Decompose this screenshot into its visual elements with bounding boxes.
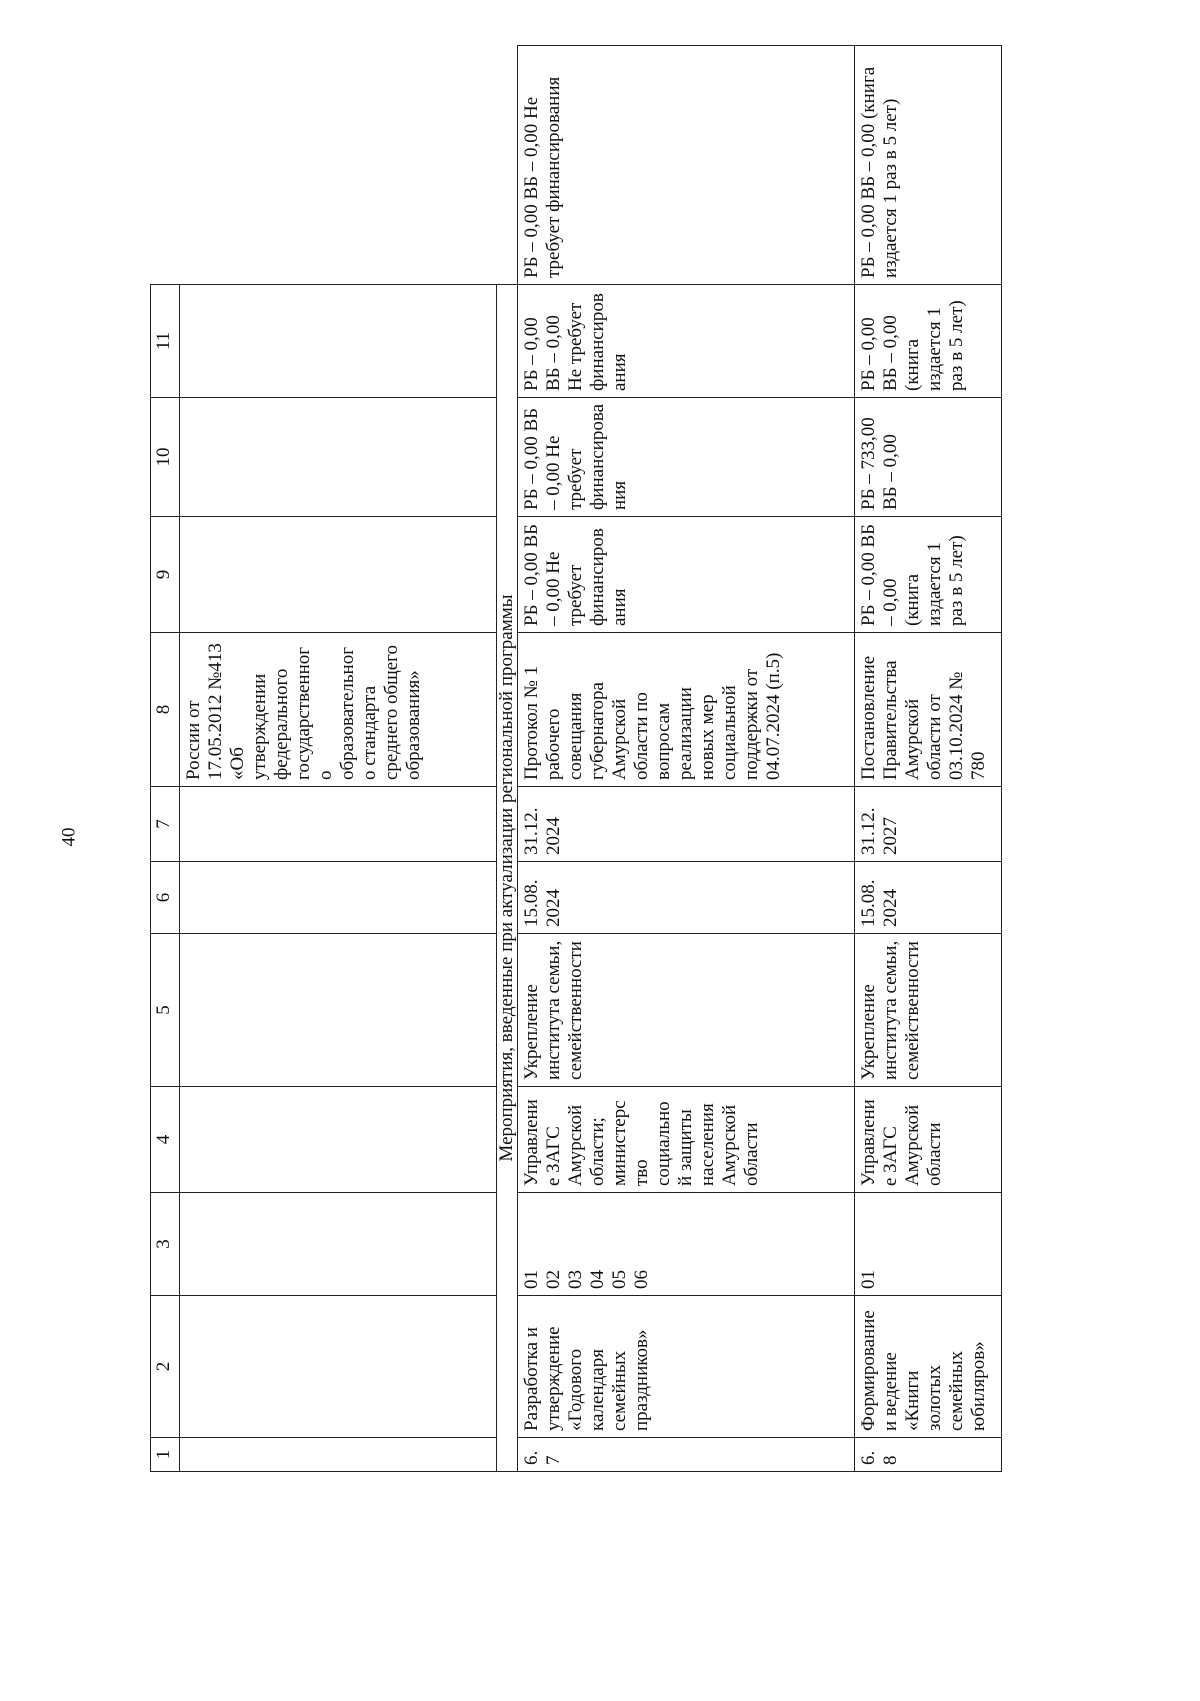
cell-empty: [180, 787, 497, 862]
cell-document-continuation: России от 17.05.2012 №413 «Об утверждении федерального государственного образовательного стандарта среднего общего образования»: [180, 633, 497, 787]
funding-col-11: РБ – 0,00 ВБ – 0,00 (книга издается 1 раз в 5 лет): [855, 46, 1002, 285]
cell-empty: [180, 517, 497, 633]
code: 02: [543, 1270, 564, 1289]
goal: Укрепление института семьи, семейственности: [855, 934, 1002, 1087]
funding-col-10: РБ – 0,00 ВБ – 0,00 (книга издается 1 раз в 5 лет): [855, 285, 1002, 398]
header-col-2: 2: [151, 1296, 180, 1438]
cell-empty: [180, 285, 497, 398]
header-col-3: 3: [151, 1193, 180, 1296]
end-date: 31.12. 2024: [518, 787, 855, 862]
executor: Управление ЗАГС Амурской области: [855, 1087, 1002, 1193]
page-number: 40: [58, 827, 80, 847]
header-col-11: 11: [151, 285, 180, 398]
end-date: 31.12. 2027: [855, 787, 1002, 862]
section-row: [497, 46, 518, 1472]
header-col-7: 7: [151, 787, 180, 862]
codes-cell: [518, 1193, 855, 1296]
table-row: [855, 46, 1002, 1472]
executor: Управление ЗАГС Амурской области; министерство социальной защиты населения Амурской области: [518, 1087, 855, 1193]
table-row-continuation: [180, 46, 497, 1472]
code: 05: [609, 1270, 630, 1289]
code: 04: [587, 1270, 608, 1289]
row-number: 6.8: [855, 1438, 1002, 1472]
header-row: [151, 46, 180, 1472]
basis-document: Протокол № 1 рабочего совещания губернатора Амурской области по вопросам реализации новых мер социальной поддержки от 04.07.2024 (п.5): [518, 633, 855, 787]
table-row: [518, 46, 855, 1472]
funding-col-8: РБ – 0,00 ВБ – 0,00 (книга издается 1 раз в 5 лет): [855, 517, 1002, 633]
funding-col-9: РБ – 733,00 ВБ – 0,00: [855, 398, 1002, 517]
cell-empty: [180, 862, 497, 934]
start-date: 15.08. 2024: [855, 862, 1002, 934]
header-col-5: 5: [151, 934, 180, 1087]
code: 01: [521, 1270, 542, 1289]
measure-name: Разработка и утверждение «Годового календаря семейных праздников»: [518, 1296, 855, 1438]
rotated-table-wrapper: [150, 45, 1050, 1472]
code: 01: [858, 1270, 879, 1289]
cell-empty: [180, 1087, 497, 1193]
row-number: 6.7: [518, 1438, 855, 1472]
basis-document: Постановление Правительства Амурской области от 03.10.2024 № 780: [855, 633, 1002, 787]
start-date: 15.08. 2024: [518, 862, 855, 934]
cell-empty: [180, 1296, 497, 1438]
code: 06: [631, 1270, 652, 1289]
cell-empty: [180, 1193, 497, 1296]
codes-cell: [855, 1193, 1002, 1296]
funding-col-9: РБ – 0,00 ВБ – 0,00 Не требует финансирования: [518, 398, 855, 517]
cell-empty: [180, 1438, 497, 1472]
program-table: [150, 45, 1002, 1472]
cell-empty: [180, 934, 497, 1087]
funding-col-10: РБ – 0,00 ВБ – 0,00 Не требует финансирования: [518, 285, 855, 398]
funding-col-11: РБ – 0,00 ВБ – 0,00 Не требует финансирования: [518, 46, 855, 285]
header-col-8: 8: [151, 633, 180, 787]
header-col-1: 1: [151, 1438, 180, 1472]
header-col-4: 4: [151, 1087, 180, 1193]
header-col-6: 6: [151, 862, 180, 934]
section-title: Мероприятия, введенные при актуализации региональной программы: [497, 285, 518, 1472]
measure-name: Формирование и ведение «Книги золотых семейных юбиляров»: [855, 1296, 1002, 1438]
cell-empty: [180, 398, 497, 517]
code: 03: [565, 1270, 586, 1289]
funding-col-8: РБ – 0,00 ВБ – 0,00 Не требует финансирования: [518, 517, 855, 633]
goal: Укрепление института семьи, семейственности: [518, 934, 855, 1087]
header-col-9: 9: [151, 517, 180, 633]
header-col-10: 10: [151, 398, 180, 517]
